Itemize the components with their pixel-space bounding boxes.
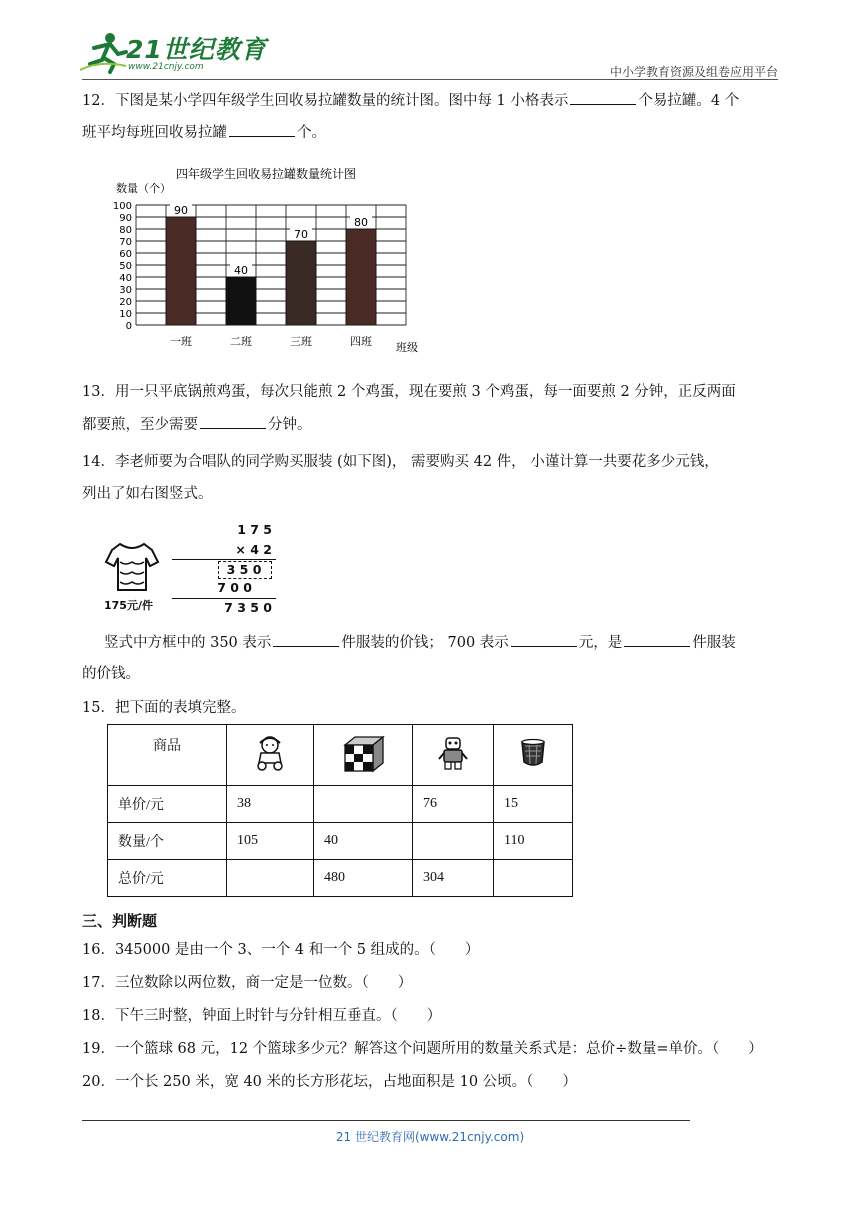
header-divider <box>82 79 778 80</box>
bar-chart <box>108 160 438 360</box>
y-tick-label: 100 <box>112 201 132 212</box>
x-tick-label: 二班 <box>230 335 252 348</box>
table-cell[interactable] <box>227 860 314 897</box>
q14-line2: 列出了如右图竖式。 <box>82 486 213 502</box>
q12-blank-1[interactable] <box>570 90 636 105</box>
bar-3 <box>286 241 316 325</box>
calc-row-2: × 4 2 <box>235 542 272 557</box>
table-cell: 480 <box>314 860 413 897</box>
table-cell: 76 <box>413 786 494 823</box>
q12-line2: 班平均每班回收易拉罐 个。 <box>82 122 326 143</box>
rubiks-cube-icon <box>341 733 385 773</box>
y-tick-label: 10 <box>119 309 132 320</box>
basket-icon <box>518 736 548 770</box>
calc-rule-2 <box>172 598 276 599</box>
doll-icon <box>253 735 287 771</box>
x-tick-label: 一班 <box>170 335 192 348</box>
q12-line1: 12．下图是某小学四年级学生回收易拉罐数量的统计图。图中每 1 小格表示 个易拉罐。4 个 <box>82 90 739 111</box>
chart-title: 四年级学生回收易拉罐数量统计图 <box>176 167 357 181</box>
q12-blank-2[interactable] <box>229 122 295 137</box>
calc-row-3: 3 5 0 <box>226 562 262 577</box>
platform-name: 中小学教育资源及组卷应用平台 <box>609 65 778 79</box>
table-row <box>108 786 573 823</box>
table-cell: 304 <box>413 860 494 897</box>
table-cell[interactable] <box>494 860 573 897</box>
robot-icon <box>436 735 470 771</box>
y-tick-label: 20 <box>119 297 132 308</box>
table-header-label: 商品 <box>108 725 227 786</box>
x-tick-label: 三班 <box>290 335 312 348</box>
table-cell: 110 <box>494 823 573 860</box>
judgement-16: 16．345000 是由一个 3、一个 4 和一个 5 组成的。（ ） <box>82 942 480 958</box>
footer-divider <box>82 1120 690 1121</box>
table-cell: 15 <box>494 786 573 823</box>
table-cell: 38 <box>227 786 314 823</box>
y-tick-label: 50 <box>119 261 132 272</box>
q14-line1: 14．李老师要为合唱队的同学购买服装 (如下图)， 需要购买 42 件， 小谨计算一共要花多少元钱， <box>82 454 719 470</box>
bar-1 <box>166 217 196 325</box>
x-axis-label: 班级 <box>396 341 418 354</box>
logo-runner-icon <box>80 30 128 74</box>
q13-blank[interactable] <box>200 414 266 429</box>
table-row <box>108 823 573 860</box>
q14-blank-2[interactable] <box>511 632 577 647</box>
logo-text: 21世纪教育 <box>126 35 267 64</box>
table-cell: 40 <box>314 823 413 860</box>
q14-line3: 竖式中方框中的 350 表示 件服装的价钱； 700 表示 元，是 件服装 <box>104 632 736 653</box>
table-cell: 105 <box>227 823 314 860</box>
row-label: 总价/元 <box>108 860 227 897</box>
logo-url: www.21cnjy.com <box>128 62 204 72</box>
x-tick-label: 四班 <box>350 335 372 348</box>
q14-blank-1[interactable] <box>273 632 339 647</box>
bar-4 <box>346 229 376 325</box>
data-label: 70 <box>294 228 308 241</box>
y-tick-label: 30 <box>119 285 132 296</box>
q13-line2: 都要煎，至少需要 分钟。 <box>82 414 312 435</box>
y-tick-label: 0 <box>125 321 132 332</box>
judgement-18: 18．下午三时整，钟面上时针与分针相互垂直。（ ） <box>82 1008 442 1024</box>
price-label: 175元/件 <box>104 599 153 612</box>
y-tick-label: 80 <box>119 225 132 236</box>
section-title: 三、判断题 <box>82 912 158 930</box>
q14-line4: 的价钱。 <box>82 666 140 682</box>
calc-row-4: 7 0 0 <box>217 580 252 595</box>
y-tick-label: 40 <box>119 273 132 284</box>
item-basket <box>494 725 573 786</box>
judgement-20: 20．一个长 250 米，宽 40 米的长方形花坛，占地面积是 10 公顷。（ ） <box>82 1074 577 1090</box>
table-cell[interactable] <box>413 823 494 860</box>
calc-row-1: 1 7 5 <box>237 522 272 537</box>
calc-row-5: 7 3 5 0 <box>224 600 272 615</box>
footer-text: 21 世纪教育网(www.21cnjy.com) <box>335 1130 525 1144</box>
table-header-row <box>108 725 573 786</box>
q13-line1: 13．用一只平底锅煎鸡蛋，每次只能煎 2 个鸡蛋，现在要煎 3 个鸡蛋，每一面要煎 2 分钟，正反两面 <box>82 384 736 400</box>
row-label: 数量/个 <box>108 823 227 860</box>
row-label: 单价/元 <box>108 786 227 823</box>
bar-2 <box>226 277 256 325</box>
item-robot <box>413 725 494 786</box>
data-label: 80 <box>354 216 368 229</box>
q14-blank-3[interactable] <box>624 632 690 647</box>
data-label: 90 <box>174 204 188 217</box>
table-row <box>108 860 573 897</box>
y-tick-label: 90 <box>119 213 132 224</box>
shirt-icon <box>104 540 160 594</box>
judgement-17: 17．三位数除以两位数，商一定是一位数。（ ） <box>82 975 413 991</box>
price-table <box>107 724 573 897</box>
item-cube <box>314 725 413 786</box>
data-label: 40 <box>234 264 248 277</box>
calc-rule-1 <box>172 559 276 560</box>
table-cell[interactable] <box>314 786 413 823</box>
q15-title: 15．把下面的表填完整。 <box>82 700 246 716</box>
judgement-19: 19．一个篮球 68 元，12 个篮球多少元？解答这个问题所用的数量关系式是：总价÷数量=单价。（ ） <box>82 1041 763 1057</box>
y-tick-label: 70 <box>119 237 132 248</box>
y-tick-label: 60 <box>119 249 132 260</box>
y-axis-label: 数量（个） <box>116 182 171 195</box>
item-doll <box>227 725 314 786</box>
